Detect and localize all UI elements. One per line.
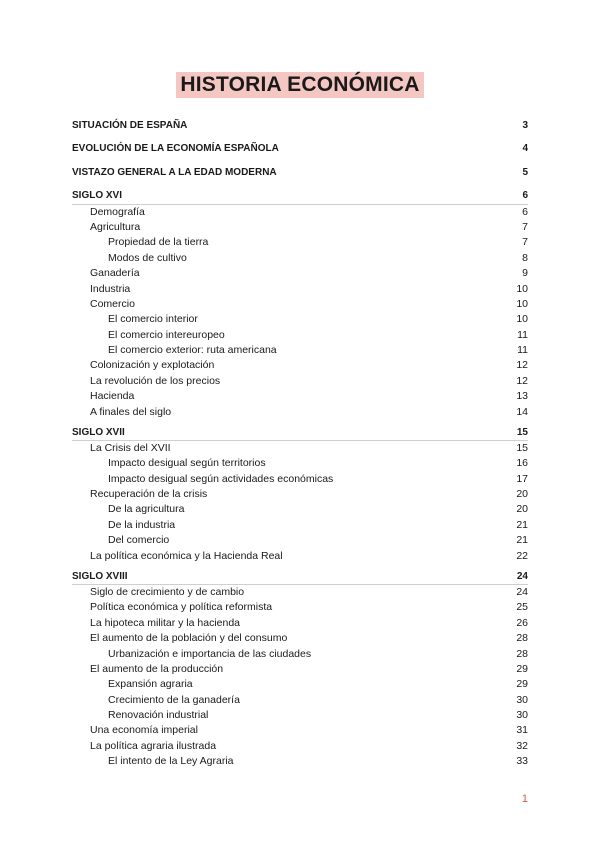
toc-entry-label: Expansión agraria: [108, 678, 193, 691]
toc-entry-label: El comercio interior: [108, 313, 198, 326]
toc-subsection-entry[interactable]: [72, 405, 528, 420]
toc-entry-page: 16: [516, 457, 528, 470]
toc-subsection-entry[interactable]: [72, 220, 528, 235]
toc-entry-label: Impacto desigual según territorios: [108, 457, 266, 470]
toc-subsection-entry[interactable]: [72, 374, 528, 389]
toc-entry-page: 21: [516, 534, 528, 547]
toc-entry-label: SIGLO XVI: [72, 190, 123, 202]
toc-entry-label: Modos de cultivo: [108, 251, 187, 264]
toc-entry-label: EVOLUCIÓN DE LA ECONOMÍA ESPAÑOLA: [72, 143, 279, 155]
toc-entry-page: 15: [516, 426, 528, 438]
toc-entry-page: 28: [516, 647, 528, 660]
toc-subsection-entry[interactable]: [72, 600, 528, 615]
toc-subsection-entry[interactable]: [72, 205, 528, 220]
toc-entry-page: 7: [522, 236, 528, 249]
toc-subsection-entry[interactable]: [72, 677, 528, 692]
toc-subsection-entry[interactable]: [72, 251, 528, 266]
toc-entry-label: La política agraria ilustrada: [90, 739, 217, 752]
toc-subsection-entry[interactable]: [72, 533, 528, 548]
toc-entry-label: La Crisis del XVII: [90, 441, 171, 454]
toc-entry-page: 24: [516, 585, 528, 598]
toc-subsection-entry[interactable]: [72, 441, 528, 456]
toc-entry-label: SIGLO XVIII: [72, 570, 128, 582]
toc-entry-page: 26: [516, 616, 528, 629]
toc-subsection-entry[interactable]: [72, 389, 528, 404]
toc-entry-page: 5: [522, 166, 528, 178]
toc-entry-page: 10: [516, 297, 528, 310]
toc-entry-page: 10: [516, 282, 528, 295]
toc-subsection-entry[interactable]: [72, 487, 528, 502]
toc-subsection-entry[interactable]: [72, 739, 528, 754]
toc-entry-page: 32: [516, 739, 528, 752]
document-title: [0, 72, 600, 98]
toc-subsection-entry[interactable]: [72, 502, 528, 517]
toc-entry-page: 8: [522, 251, 528, 264]
toc-subsection-entry[interactable]: [72, 312, 528, 327]
page-number: 1: [521, 793, 528, 805]
toc-entry-page: 30: [516, 693, 528, 706]
toc-subsection-entry[interactable]: [72, 723, 528, 738]
toc-subsection-entry[interactable]: [72, 616, 528, 631]
toc-subsection-entry[interactable]: [72, 472, 528, 487]
toc-entry-label: Ganadería: [90, 267, 140, 280]
toc-entry-page: 12: [516, 359, 528, 372]
toc-entry-page: 29: [516, 678, 528, 691]
toc-entry-label: De la agricultura: [108, 503, 185, 516]
toc-entry-label: Demografía: [90, 205, 145, 218]
toc-subsection-entry[interactable]: [72, 631, 528, 646]
toc-entry-label: Crecimiento de la ganadería: [108, 693, 240, 706]
toc-entry-label: Hacienda: [90, 390, 135, 403]
toc-entry-label: A finales del siglo: [90, 405, 172, 418]
toc-entry-page: 20: [516, 488, 528, 501]
toc-entry-page: 12: [516, 374, 528, 387]
toc-spacer: [72, 133, 528, 141]
toc-entry-label: Renovación industrial: [108, 709, 209, 722]
toc-entry-page: 15: [516, 441, 528, 454]
toc-entry-page: 11: [517, 344, 528, 357]
toc-subsection-entry[interactable]: [72, 328, 528, 343]
toc-entry-page: 33: [516, 755, 528, 768]
toc-entry-label: Del comercio: [108, 534, 170, 547]
toc-entry-label: El comercio intereuropeo: [108, 328, 225, 341]
toc-subsection-entry[interactable]: [72, 266, 528, 281]
toc-spacer: [72, 157, 528, 165]
toc-entry-page: 13: [516, 390, 528, 403]
table-of-contents: [72, 118, 528, 770]
toc-entry-label: La revolución de los precios: [90, 374, 221, 387]
toc-entry-label: La política económica y la Hacienda Real: [90, 549, 283, 562]
toc-entry-page: 29: [516, 662, 528, 675]
toc-entry-label: De la industria: [108, 518, 176, 531]
toc-entry-page: 6: [522, 205, 528, 218]
toc-subsection-entry[interactable]: [72, 343, 528, 358]
toc-entry-label: La hipoteca militar y la hacienda: [90, 616, 241, 629]
toc-section-entry[interactable]: [72, 569, 528, 585]
toc-entry-label: Recuperación de la crisis: [90, 488, 208, 501]
toc-section-entry[interactable]: [72, 188, 528, 204]
toc-entry-label: Política económica y política reformista: [90, 601, 273, 614]
toc-entry-label: Colonización y explotación: [90, 359, 215, 372]
toc-entry-label: El aumento de la población y del consumo: [90, 632, 288, 645]
toc-section-entry[interactable]: [72, 165, 528, 180]
toc-subsection-entry[interactable]: [72, 693, 528, 708]
toc-entry-label: Comercio: [90, 297, 135, 310]
toc-entry-page: 11: [517, 328, 528, 341]
toc-entry-label: Impacto desigual según actividades económicas: [108, 472, 334, 485]
toc-spacer: [72, 180, 528, 188]
toc-entry-page: 20: [516, 503, 528, 516]
toc-entry-label: Industria: [90, 282, 131, 295]
toc-section-entry[interactable]: [72, 118, 528, 133]
toc-entry-page: 7: [522, 220, 528, 233]
toc-entry-label: SITUACIÓN DE ESPAÑA: [72, 120, 188, 131]
toc-entry-label: Una economía imperial: [90, 724, 198, 737]
toc-entry-page: 3: [522, 120, 528, 131]
toc-entry-page: 6: [522, 190, 528, 202]
toc-entry-label: Propiedad de la tierra: [108, 236, 209, 249]
toc-entry-page: 17: [516, 472, 528, 485]
toc-entry-label: El comercio exterior: ruta americana: [108, 344, 277, 357]
toc-subsection-entry[interactable]: [72, 647, 528, 662]
toc-entry-page: 25: [516, 601, 528, 614]
toc-subsection-entry[interactable]: [72, 549, 528, 564]
toc-subsection-entry[interactable]: [72, 585, 528, 600]
toc-entry-page: 30: [516, 709, 528, 722]
toc-subsection-entry[interactable]: [72, 456, 528, 471]
toc-subsection-entry[interactable]: [72, 662, 528, 677]
toc-entry-page: 14: [516, 405, 528, 418]
toc-entry-page: 24: [516, 570, 528, 582]
toc-section-entry[interactable]: [72, 425, 528, 441]
document-title-text: HISTORIA ECONÓMICA: [176, 72, 423, 98]
toc-entry-page: 4: [522, 143, 528, 155]
toc-entry-label: Agricultura: [90, 220, 141, 233]
toc-entry-page: 28: [516, 632, 528, 645]
toc-subsection-entry[interactable]: [72, 708, 528, 723]
toc-entry-label: VISTAZO GENERAL A LA EDAD MODERNA: [72, 166, 277, 178]
toc-entry-label: El aumento de la producción: [90, 662, 224, 675]
toc-entry-page: 22: [516, 549, 528, 562]
toc-subsection-entry[interactable]: [72, 235, 528, 250]
toc-subsection-entry[interactable]: [72, 518, 528, 533]
toc-entry-label: Urbanización e importancia de las ciudades: [108, 647, 312, 660]
toc-subsection-entry[interactable]: [72, 297, 528, 312]
toc-entry-page: 31: [516, 724, 528, 737]
toc-section-entry[interactable]: [72, 141, 528, 156]
toc-subsection-entry[interactable]: [72, 358, 528, 373]
toc-subsection-entry[interactable]: [72, 754, 528, 769]
toc-entry-label: Siglo de crecimiento y de cambio: [90, 585, 245, 598]
toc-entry-page: 10: [516, 313, 528, 326]
toc-entry-label: El intento de la Ley Agraria: [108, 755, 234, 768]
toc-entry-label: SIGLO XVII: [72, 426, 125, 438]
toc-entry-page: 21: [516, 518, 528, 531]
toc-subsection-entry[interactable]: [72, 282, 528, 297]
toc-entry-page: 9: [522, 267, 528, 280]
